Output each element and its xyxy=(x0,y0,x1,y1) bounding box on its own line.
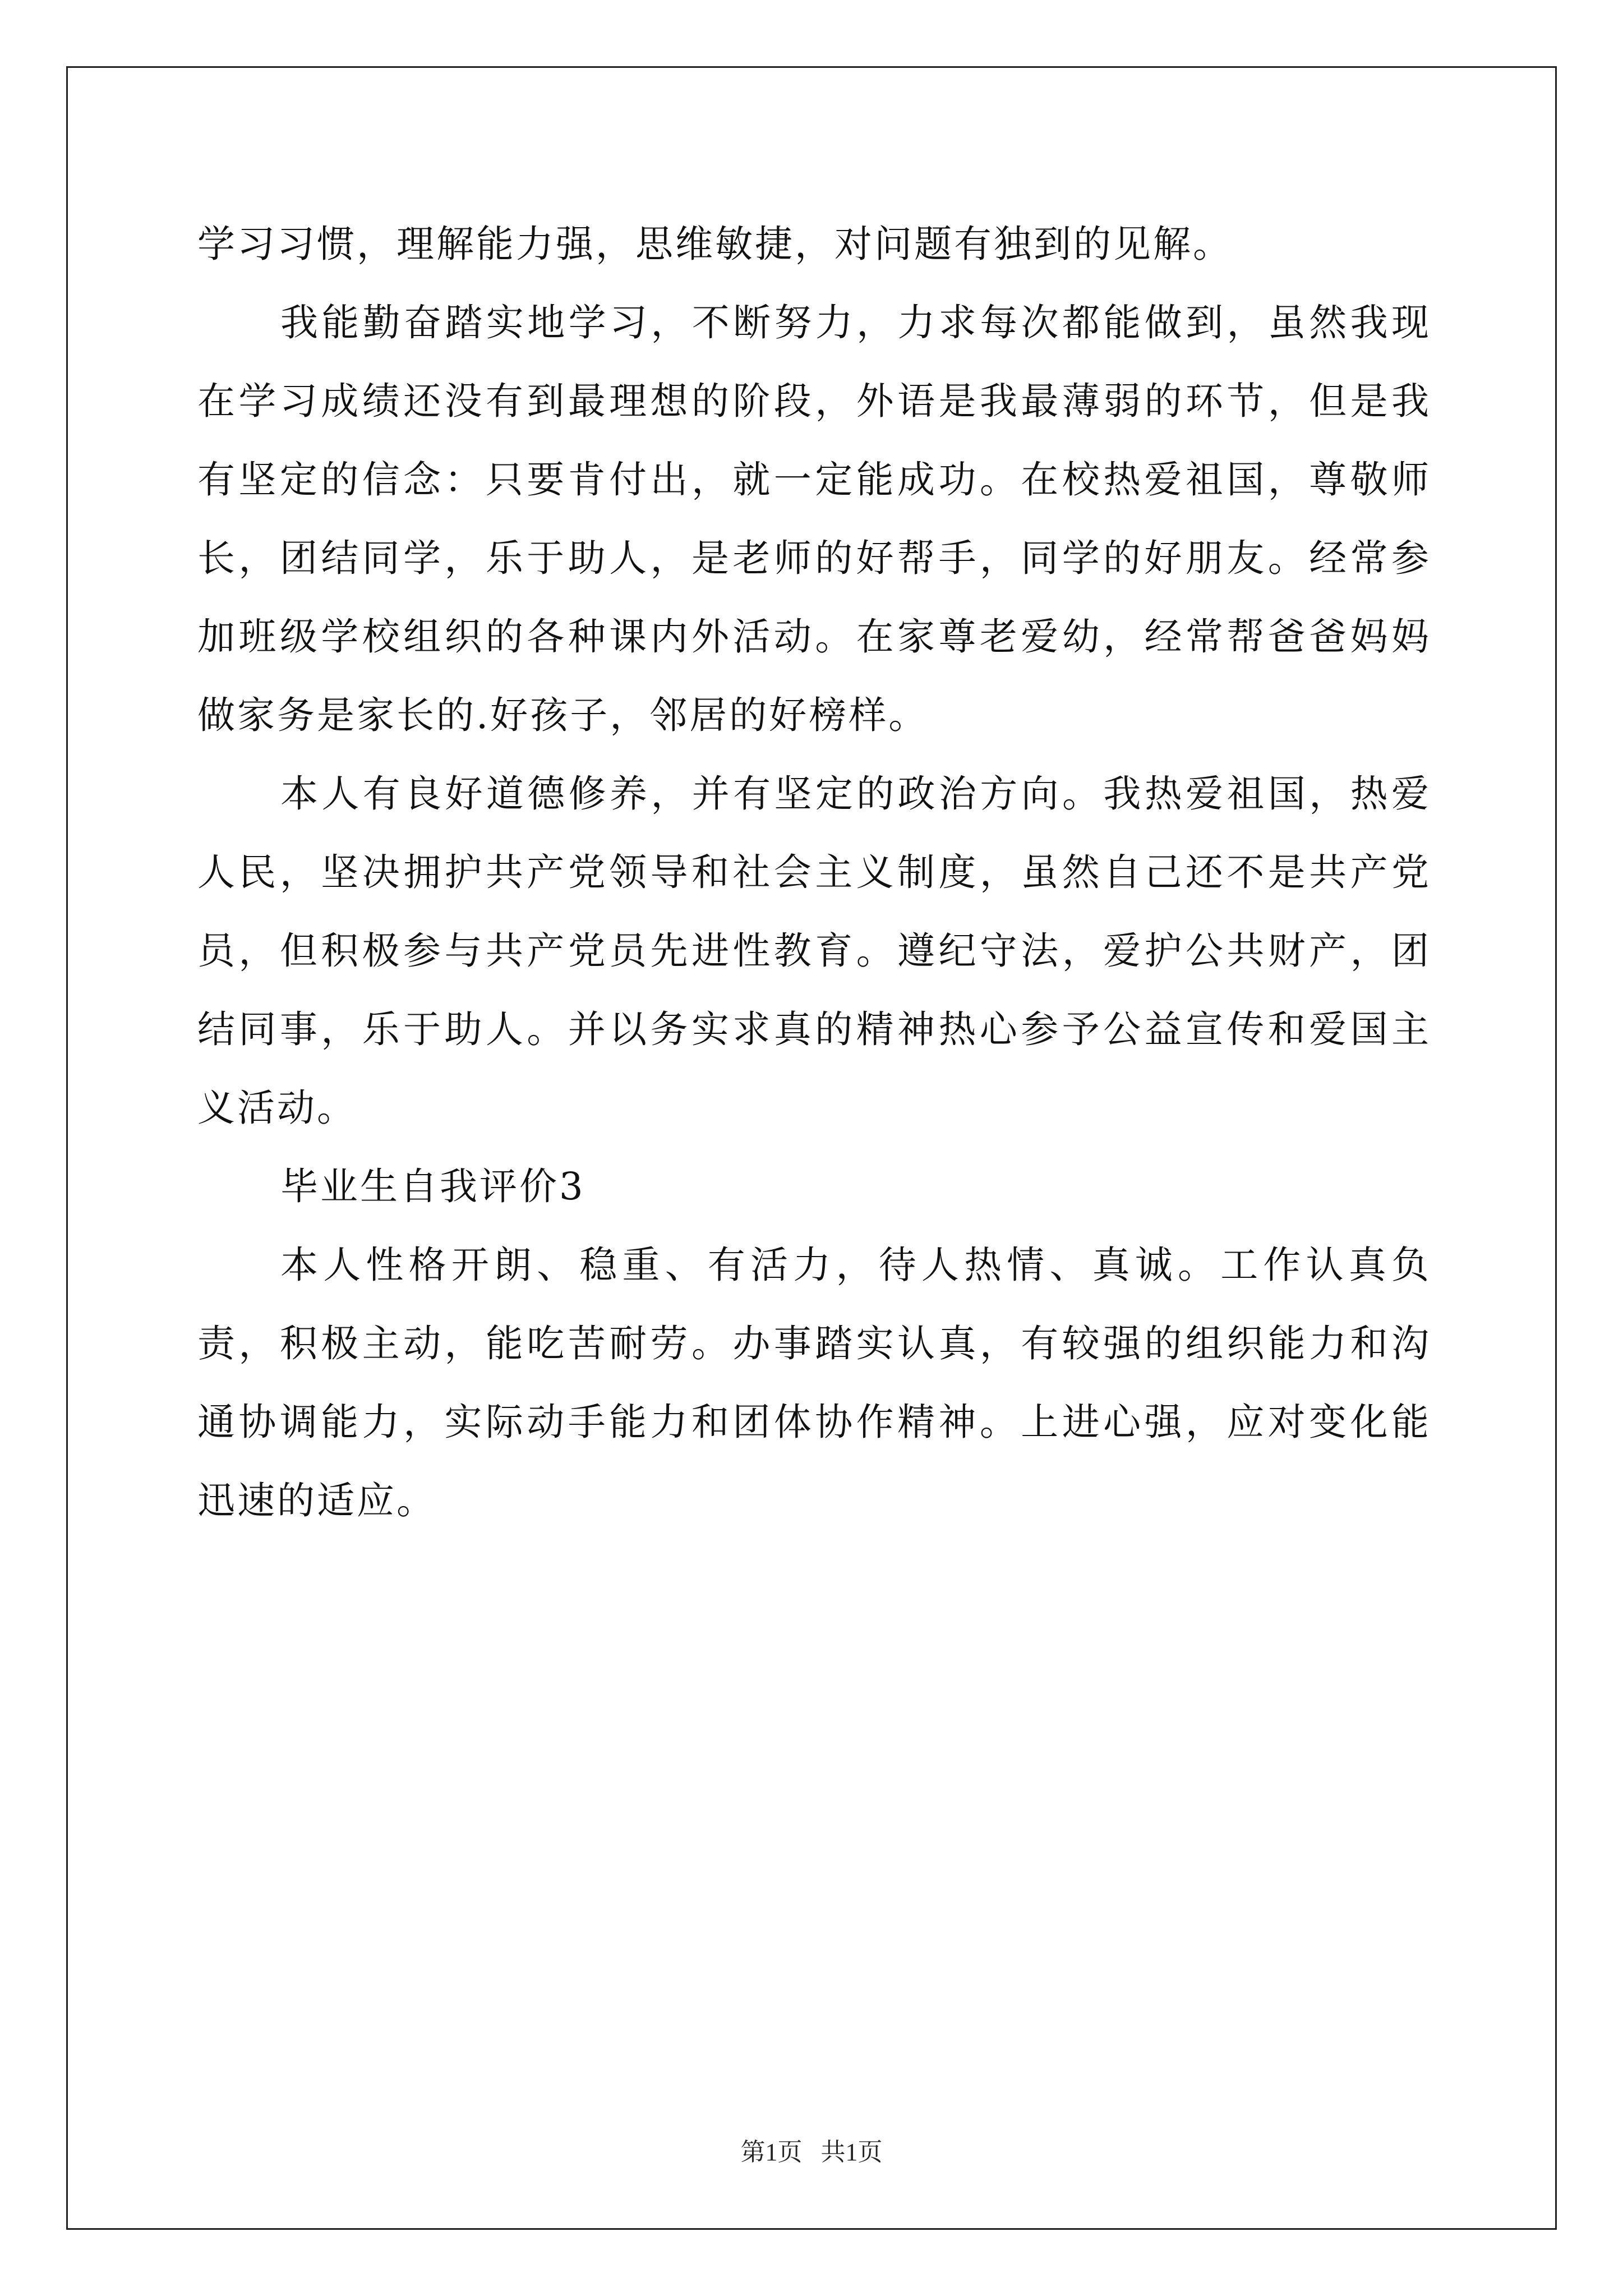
document-body xyxy=(197,205,1431,1540)
paragraph-1: 学习习惯，理解能力强，思维敏捷，对问题有独到的见解。 xyxy=(197,222,1233,266)
page-footer: 第1页 共1页 xyxy=(740,2138,883,2166)
paragraph-2: 我能勤奋踏实地学习，不断努力，力求每次都能做到，虽然我现在学习成绩还没有到最理想的阶段，外语是我最薄弱的环节，但是我有坚定的信念：只要肯付出，就一定能成功。在校热爱祖国，尊敬师长，团结同学，乐于助人，是老师的好帮手，同学的好朋友。经常参加班级学校组织的各种课内外活动。在家尊老爱幼，经常帮爸爸妈妈做家务是家长的.好孩子，邻居的好榜样。 xyxy=(197,301,1431,737)
section-heading: 毕业生自我评价3 xyxy=(280,1165,585,1208)
paragraph-4: 本人性格开朗、稳重、有活力，待人热情、真诚。工作认真负责，积极主动，能吃苦耐劳。办事踏实认真，有较强的组织能力和沟通协调能力，实际动手能力和团体协作精神。上进心强，应对变化能迅速的适应。 xyxy=(197,1243,1431,1522)
paragraph-3: 本人有良好道德修养，并有坚定的政治方向。我热爱祖国，热爱人民，坚决拥护共产党领导和社会主义制度，虽然自己还不是共产党员，但积极参与共产党员先进性教育。遵纪守法，爱护公共财产，团结同事，乐于助人。并以务实求真的精神热心参予公益宣传和爱国主义活动。 xyxy=(197,772,1431,1130)
